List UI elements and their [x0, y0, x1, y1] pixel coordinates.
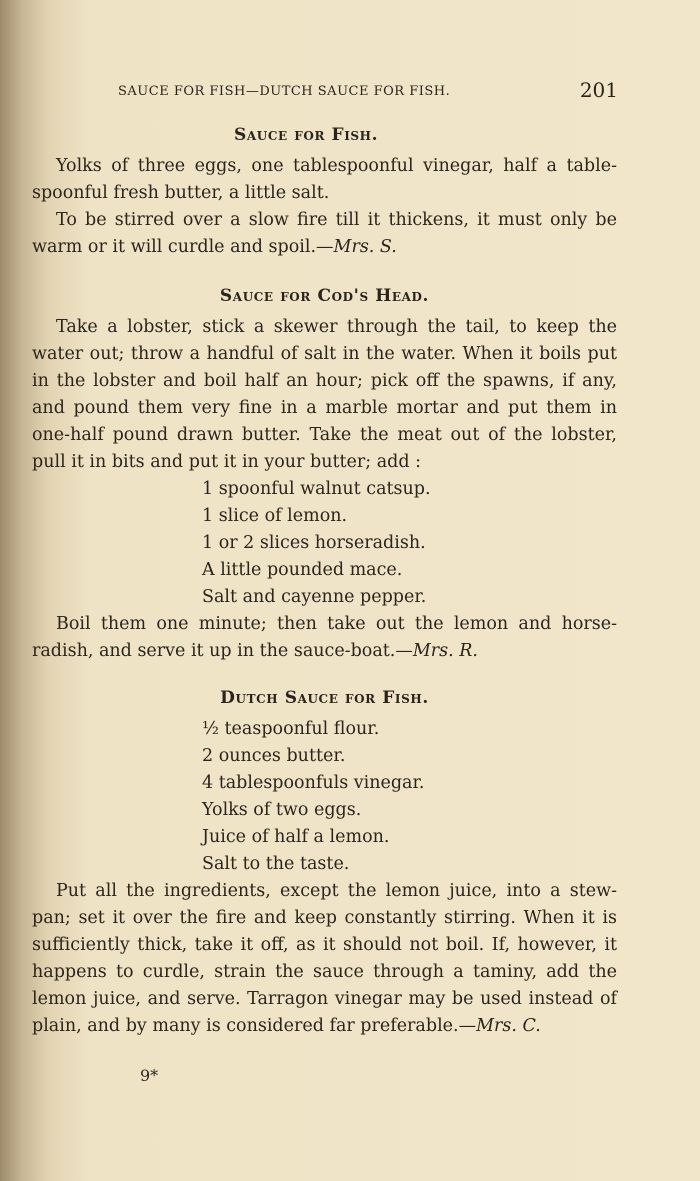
paragraph — [32, 314, 617, 476]
paragraph — [32, 153, 617, 207]
list-item: ½ teaspoonful flour. — [202, 719, 380, 739]
paragraph-text: Yolks of three eggs, one tablespoonful vinegar, half a table-spoonful fresh butter, a little salt. — [32, 156, 617, 203]
page-number: 201 — [579, 78, 618, 102]
section-heading-sauce-for-fish: Sauce for Fish. — [234, 125, 379, 145]
running-head — [118, 78, 618, 104]
list-item: 1 slice of lemon. — [202, 506, 348, 526]
list-item: Salt to the taste. — [202, 854, 350, 874]
printer-signature-mark: 9* — [140, 1066, 159, 1085]
paragraph-text: Put all the ingredients, except the lemon juice, into a stew-pan; set it over the fire and keep constantly stirring. When it is sufficiently thick, take it off, as it should not boil. If, however, it happens to curdle, strain the sauce through a taminy, add the lemon juice, and serve. Tarragon vinegar may be used instead of plain, and by many is considered far preferable.— — [32, 881, 617, 1036]
page-content — [32, 122, 617, 1040]
ingredient-list — [202, 476, 617, 611]
list-item: Yolks of two eggs. — [202, 800, 362, 820]
list-item: 1 or 2 slices horseradish. — [202, 533, 426, 553]
paragraph — [32, 611, 617, 665]
list-item: 1 spoonful walnut catsup. — [202, 479, 431, 499]
author-signature: Mrs. R. — [412, 641, 478, 661]
running-title: SAUCE FOR FISH—DUTCH SAUCE FOR FISH. — [118, 84, 451, 99]
ingredient-list — [202, 716, 617, 878]
list-item: 4 tablespoonfuls vinegar. — [202, 773, 425, 793]
list-item: A little pounded mace. — [202, 560, 403, 580]
section-heading-sauce-for-cods-head: Sauce for Cod's Head. — [219, 286, 430, 306]
paragraph-text: Boil them one minute; then take out the lemon and horse-radish, and serve it up in the sauce-boat.— — [32, 614, 617, 661]
section-heading-dutch-sauce-for-fish: Dutch Sauce for Fish. — [220, 688, 429, 708]
author-signature: Mrs. C. — [476, 1016, 541, 1036]
list-item: Salt and cayenne pepper. — [202, 587, 427, 607]
paragraph-text: Take a lobster, stick a skewer through the tail, to keep the water out; throw a handful of salt in the water. When it boils put in the lobster and boil half an hour; pick off the spawns, if any, and pound them very fine in a marble mortar and put them in one-half pound drawn butter. Take the meat out of the lobster, pull it in bits and put it in your butter; add : — [32, 317, 617, 472]
author-signature: Mrs. S. — [333, 237, 397, 257]
paragraph-text: To be stirred over a slow fire till it thickens, it must only be warm or it will curdle and spoil.— — [32, 210, 617, 257]
paragraph — [32, 878, 617, 1040]
paragraph — [32, 207, 617, 261]
list-item: 2 ounces butter. — [202, 746, 346, 766]
list-item: Juice of half a lemon. — [202, 827, 390, 847]
